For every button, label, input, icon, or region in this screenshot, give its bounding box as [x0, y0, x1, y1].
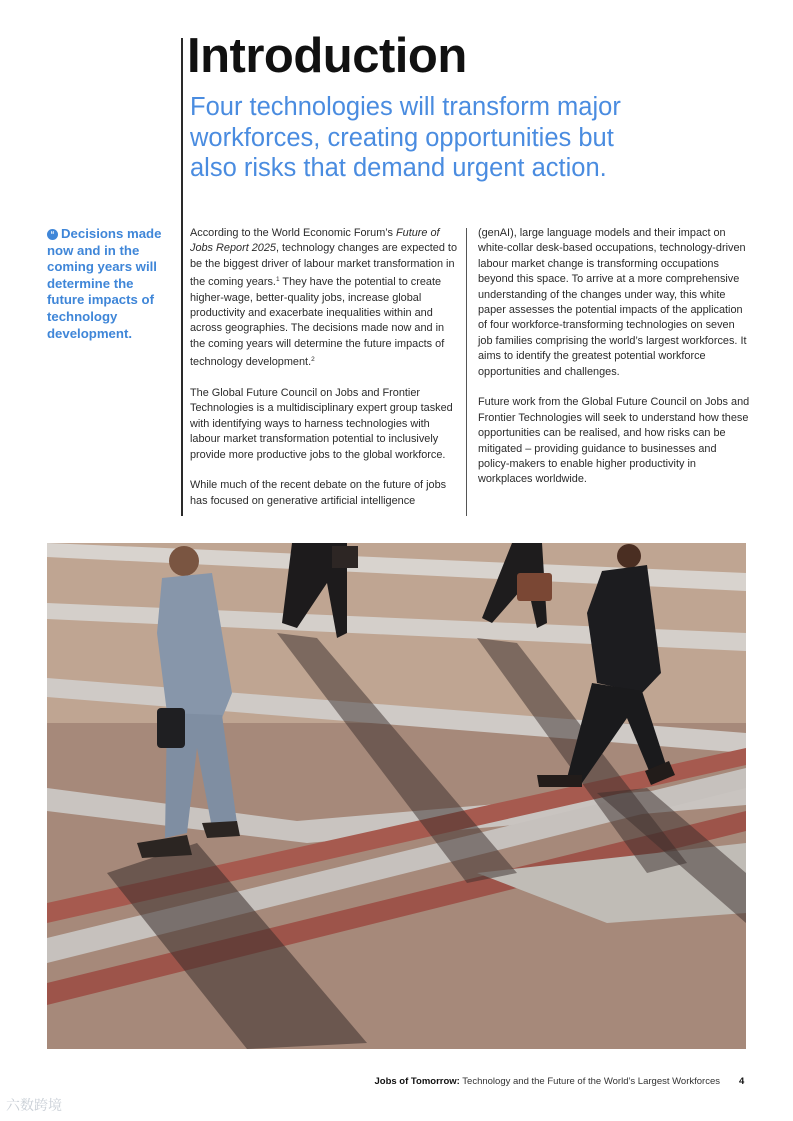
- footer-report-bold: Jobs of Tomorrow:: [374, 1076, 460, 1087]
- body-column-left: [190, 226, 462, 525]
- paragraph: (genAI), large language models and their impact on white-collar desk-based occupations, technology-driven labour market change is transforming occupations beyond this space. To arrive at a more comprehensive understanding of the changes under way, this white paper assesses the potential impacts of the application of four workforce-transforming technologies on seven job families comprising the world’s largest workforces. It aims to identify the greatest potential workforce opportunities and challenges.: [478, 227, 747, 378]
- paragraph: While much of the recent debate on the future of jobs has focused on generative artificial intelligence: [190, 479, 447, 507]
- footnote-ref[interactable]: 1: [275, 276, 280, 284]
- column-rule: [466, 228, 467, 516]
- footer-report-title: [375, 1076, 721, 1087]
- pull-quote-text: Decisions made now and in the coming years will determine the future impacts of technology development.: [47, 226, 162, 341]
- text-run: They have the potential to create higher-wage, better-quality jobs, increase global productivity and exacerbate inequalities within and across geographies. The decisions made now and in the coming years will determine the future impacts of technology development.: [190, 276, 445, 369]
- quote-mark-icon: “: [47, 229, 58, 240]
- pull-quote: [47, 226, 172, 342]
- page-title: Introduction: [187, 29, 467, 83]
- page-subtitle: Four technologies will transform major workforces, creating opportunities but also risks that demand urgent action.: [190, 93, 621, 182]
- footer-report-rest: Technology and the Future of the World’s Largest Workforces: [459, 1076, 720, 1087]
- report-title: Future of Jobs Report 2025: [190, 227, 440, 255]
- watermark-text: 六数跨境: [6, 1097, 62, 1113]
- vertical-rule: [181, 38, 183, 516]
- text-run: According to the World Economic Forum’s: [190, 227, 396, 239]
- page-number: 4: [739, 1076, 745, 1087]
- text-run: , technology changes are expected to be the biggest driver of labour market transformation in the coming years.: [190, 242, 458, 289]
- watermark-logo: [6, 1095, 62, 1115]
- paragraph: Future work from the Global Future Council on Jobs and Frontier Technologies will seek to understand how these opportunities can be realised, and how risks can be mitigated – providing guidance to businesses and policy-makers to enable higher productivity in workplaces worldwide.: [478, 396, 750, 486]
- paragraph: The Global Future Council on Jobs and Frontier Technologies is a multidisciplinary expert group tasked with identifying ways to harness technologies with labour market transformation potential to inclusively provide more productive jobs to the global workforce.: [190, 387, 453, 461]
- paragraph: [190, 226, 462, 371]
- footnote-ref[interactable]: 2: [311, 356, 315, 364]
- body-column-right: [478, 226, 750, 503]
- business-people-walking-photo: [47, 543, 746, 1049]
